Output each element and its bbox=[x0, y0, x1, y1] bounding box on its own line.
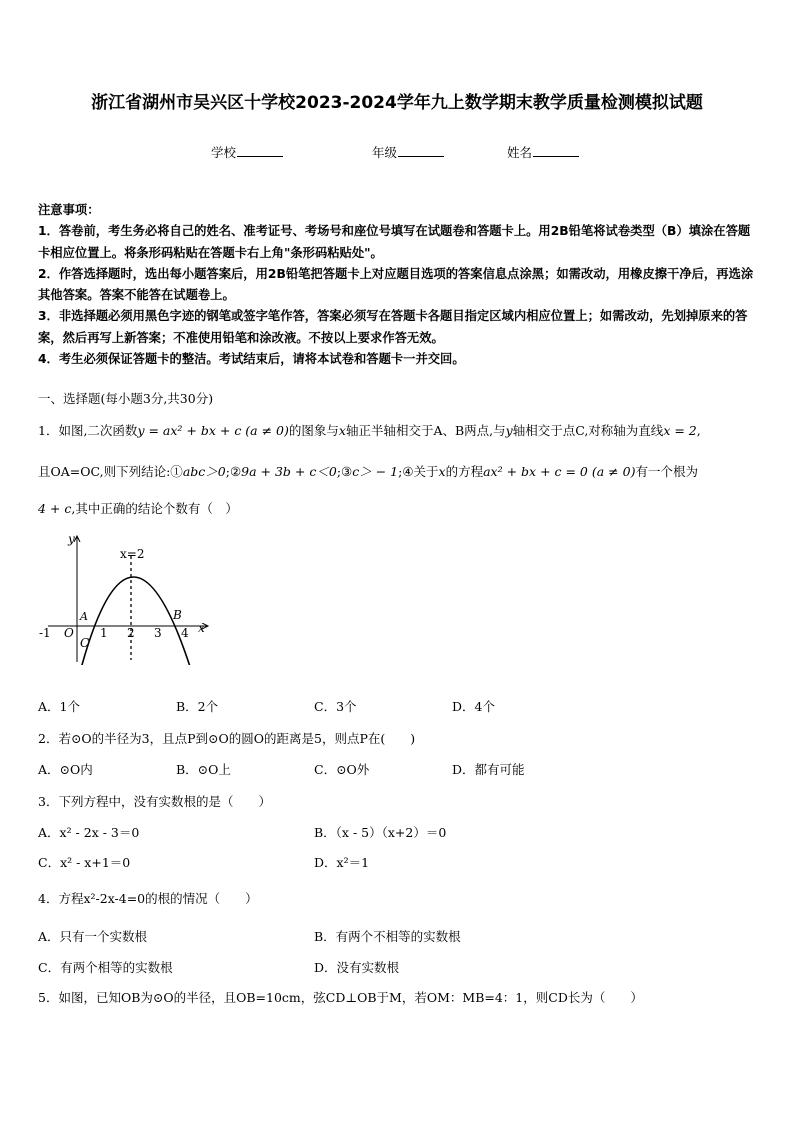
q1-text: 有一个根为 bbox=[635, 464, 698, 479]
x-axis-label: x bbox=[198, 621, 205, 635]
notice-heading: 注意事项： bbox=[38, 203, 100, 217]
q1-conclusion-2: 9a + 3b + c＜0 bbox=[241, 464, 337, 479]
grade-label: 年级 bbox=[372, 145, 398, 160]
q1-text: 1．如图,二次函数 bbox=[38, 423, 138, 438]
y-axis-label: y bbox=[68, 532, 75, 546]
q3-option-c[interactable]: C．x² - x+1＝0 bbox=[38, 855, 131, 870]
q1-text: 且OA=OC,则下列结论:① bbox=[38, 464, 183, 479]
q4-option-b[interactable]: B．有两个不相等的实数根 bbox=[314, 929, 461, 944]
page-title: 浙江省湖州市吴兴区十学校2023-2024学年九上数学期末教学质量检测模拟试题 bbox=[91, 93, 703, 113]
point-a-label: A bbox=[80, 610, 88, 623]
q1-option-b[interactable]: B．2个 bbox=[176, 699, 219, 714]
section-heading: 一、选择题(每小题3分,共30分) bbox=[38, 391, 214, 406]
point-b-label: B bbox=[173, 608, 182, 622]
q1-text: 的图象与 bbox=[288, 423, 339, 438]
grade-field bbox=[372, 143, 444, 161]
q2-option-a[interactable]: A．⊙O内 bbox=[38, 762, 93, 777]
q2-option-c[interactable]: C．⊙O外 bbox=[314, 762, 370, 777]
q1-line2 bbox=[38, 462, 698, 480]
origin-label: O bbox=[64, 626, 74, 640]
tick-1: 1 bbox=[100, 626, 108, 640]
tick-3: 3 bbox=[154, 626, 162, 640]
q1-text: , bbox=[696, 423, 701, 438]
q2-option-d[interactable]: D．都有可能 bbox=[452, 762, 525, 777]
q4-option-d[interactable]: D．没有实数根 bbox=[314, 960, 400, 975]
q1-root: 4 + c bbox=[38, 501, 72, 516]
q1-line3 bbox=[38, 499, 238, 517]
notice-item-1: 1．答卷前，考生务必将自己的姓名、准考证号、考场号和座位号填写在试题卷和答题卡上。用2B铅笔将试卷类型（B）填涂在答题卡相应位置上。将条形码粘贴在答题卡右上角"条形码粘贴处"。 bbox=[38, 224, 751, 260]
q1-text: 轴正半轴相交于A、B两点,与 bbox=[345, 423, 506, 438]
tick-4: 4 bbox=[181, 626, 189, 640]
q1-option-c[interactable]: C．3个 bbox=[314, 699, 357, 714]
q3-option-b[interactable]: B．（x - 5）（x+2）＝0 bbox=[314, 825, 447, 840]
school-field bbox=[211, 143, 283, 161]
q3-option-a[interactable]: A．x² - 2x - 3＝0 bbox=[38, 825, 140, 840]
tick-neg1: -1 bbox=[39, 626, 51, 640]
q1-text: ;④关于 bbox=[398, 464, 439, 479]
notice-item-3: 3．非选择题必须用黑色字迹的钢笔或签字笔作答，答案必须写在答题卡各题目指定区域内相应位置上；如需改动，先划掉原来的答案，然后再写上新答案；不准使用铅笔和涂改液。不按以上要求作答无效。 bbox=[38, 309, 748, 345]
grade-blank[interactable] bbox=[398, 146, 444, 157]
q2-option-b[interactable]: B．⊙O上 bbox=[176, 762, 231, 777]
q1-option-a[interactable]: A．1个 bbox=[38, 699, 80, 714]
name-blank[interactable] bbox=[533, 146, 579, 157]
q1-function: y = ax² + bx + c (a ≠ 0) bbox=[137, 423, 289, 438]
q1-text: 轴相交于点C,对称轴为直线 bbox=[512, 423, 664, 438]
notice-block bbox=[38, 200, 758, 370]
school-label: 学校 bbox=[211, 145, 237, 160]
q5-stem: 5．如图，已知OB为⊙O的半径，且OB=10cm，弦CD⊥OB于M，若OM：MB=4：1，则CD长为（ ） bbox=[38, 990, 643, 1005]
q1-option-d[interactable]: D．4个 bbox=[452, 699, 495, 714]
q1-equation: ax² + bx + c = 0 (a ≠ 0) bbox=[483, 464, 636, 479]
notice-item-4: 4．考生必须保证答题卡的整洁。考试结束后，请将本试卷和答题卡一并交回。 bbox=[38, 352, 465, 367]
q1-var-x: x bbox=[438, 464, 446, 479]
q1-conclusion-1: abc＞0 bbox=[182, 464, 226, 479]
q3-option-d[interactable]: D．x²＝1 bbox=[314, 855, 370, 870]
q1-parabola-graph bbox=[36, 530, 216, 665]
notice-item-2: 2．作答选择题时，选出每小题答案后，用2B铅笔把答题卡上对应题目选项的答案信息点涂黑；如需改动，用橡皮擦干净后，再选涂其他答案。答案不能答在试题卷上。 bbox=[38, 266, 754, 303]
q3-stem: 3．下列方程中，没有实数根的是（ ） bbox=[38, 794, 271, 809]
tick-2: 2 bbox=[127, 626, 135, 640]
q1-text: ;③ bbox=[336, 464, 353, 479]
q1-text: ,其中正确的结论个数有（ ） bbox=[71, 501, 238, 516]
point-c-label: C bbox=[80, 636, 90, 650]
q1-text: 的方程 bbox=[445, 464, 484, 479]
name-label: 姓名 bbox=[507, 145, 533, 160]
q1-line1 bbox=[38, 421, 701, 439]
q1-symmetry-axis: x = 2 bbox=[663, 423, 697, 438]
school-blank[interactable] bbox=[237, 146, 283, 157]
q1-var-x: x bbox=[338, 423, 346, 438]
q1-conclusion-3: c＞ − 1 bbox=[352, 464, 399, 479]
name-field bbox=[507, 143, 579, 161]
q1-var-y: y bbox=[505, 423, 513, 438]
axis-eq-label: x=2 bbox=[120, 547, 145, 561]
q4-stem: 4．方程x²-2x-4=0的根的情况（ ） bbox=[38, 891, 258, 906]
q1-text: ;② bbox=[225, 464, 242, 479]
q4-option-a[interactable]: A．只有一个实数根 bbox=[38, 929, 148, 944]
q4-option-c[interactable]: C．有两个相等的实数根 bbox=[38, 960, 173, 975]
q2-stem: 2．若⊙O的半径为3，且点P到⊙O的圆O的距离是5，则点P在( ) bbox=[38, 731, 416, 746]
